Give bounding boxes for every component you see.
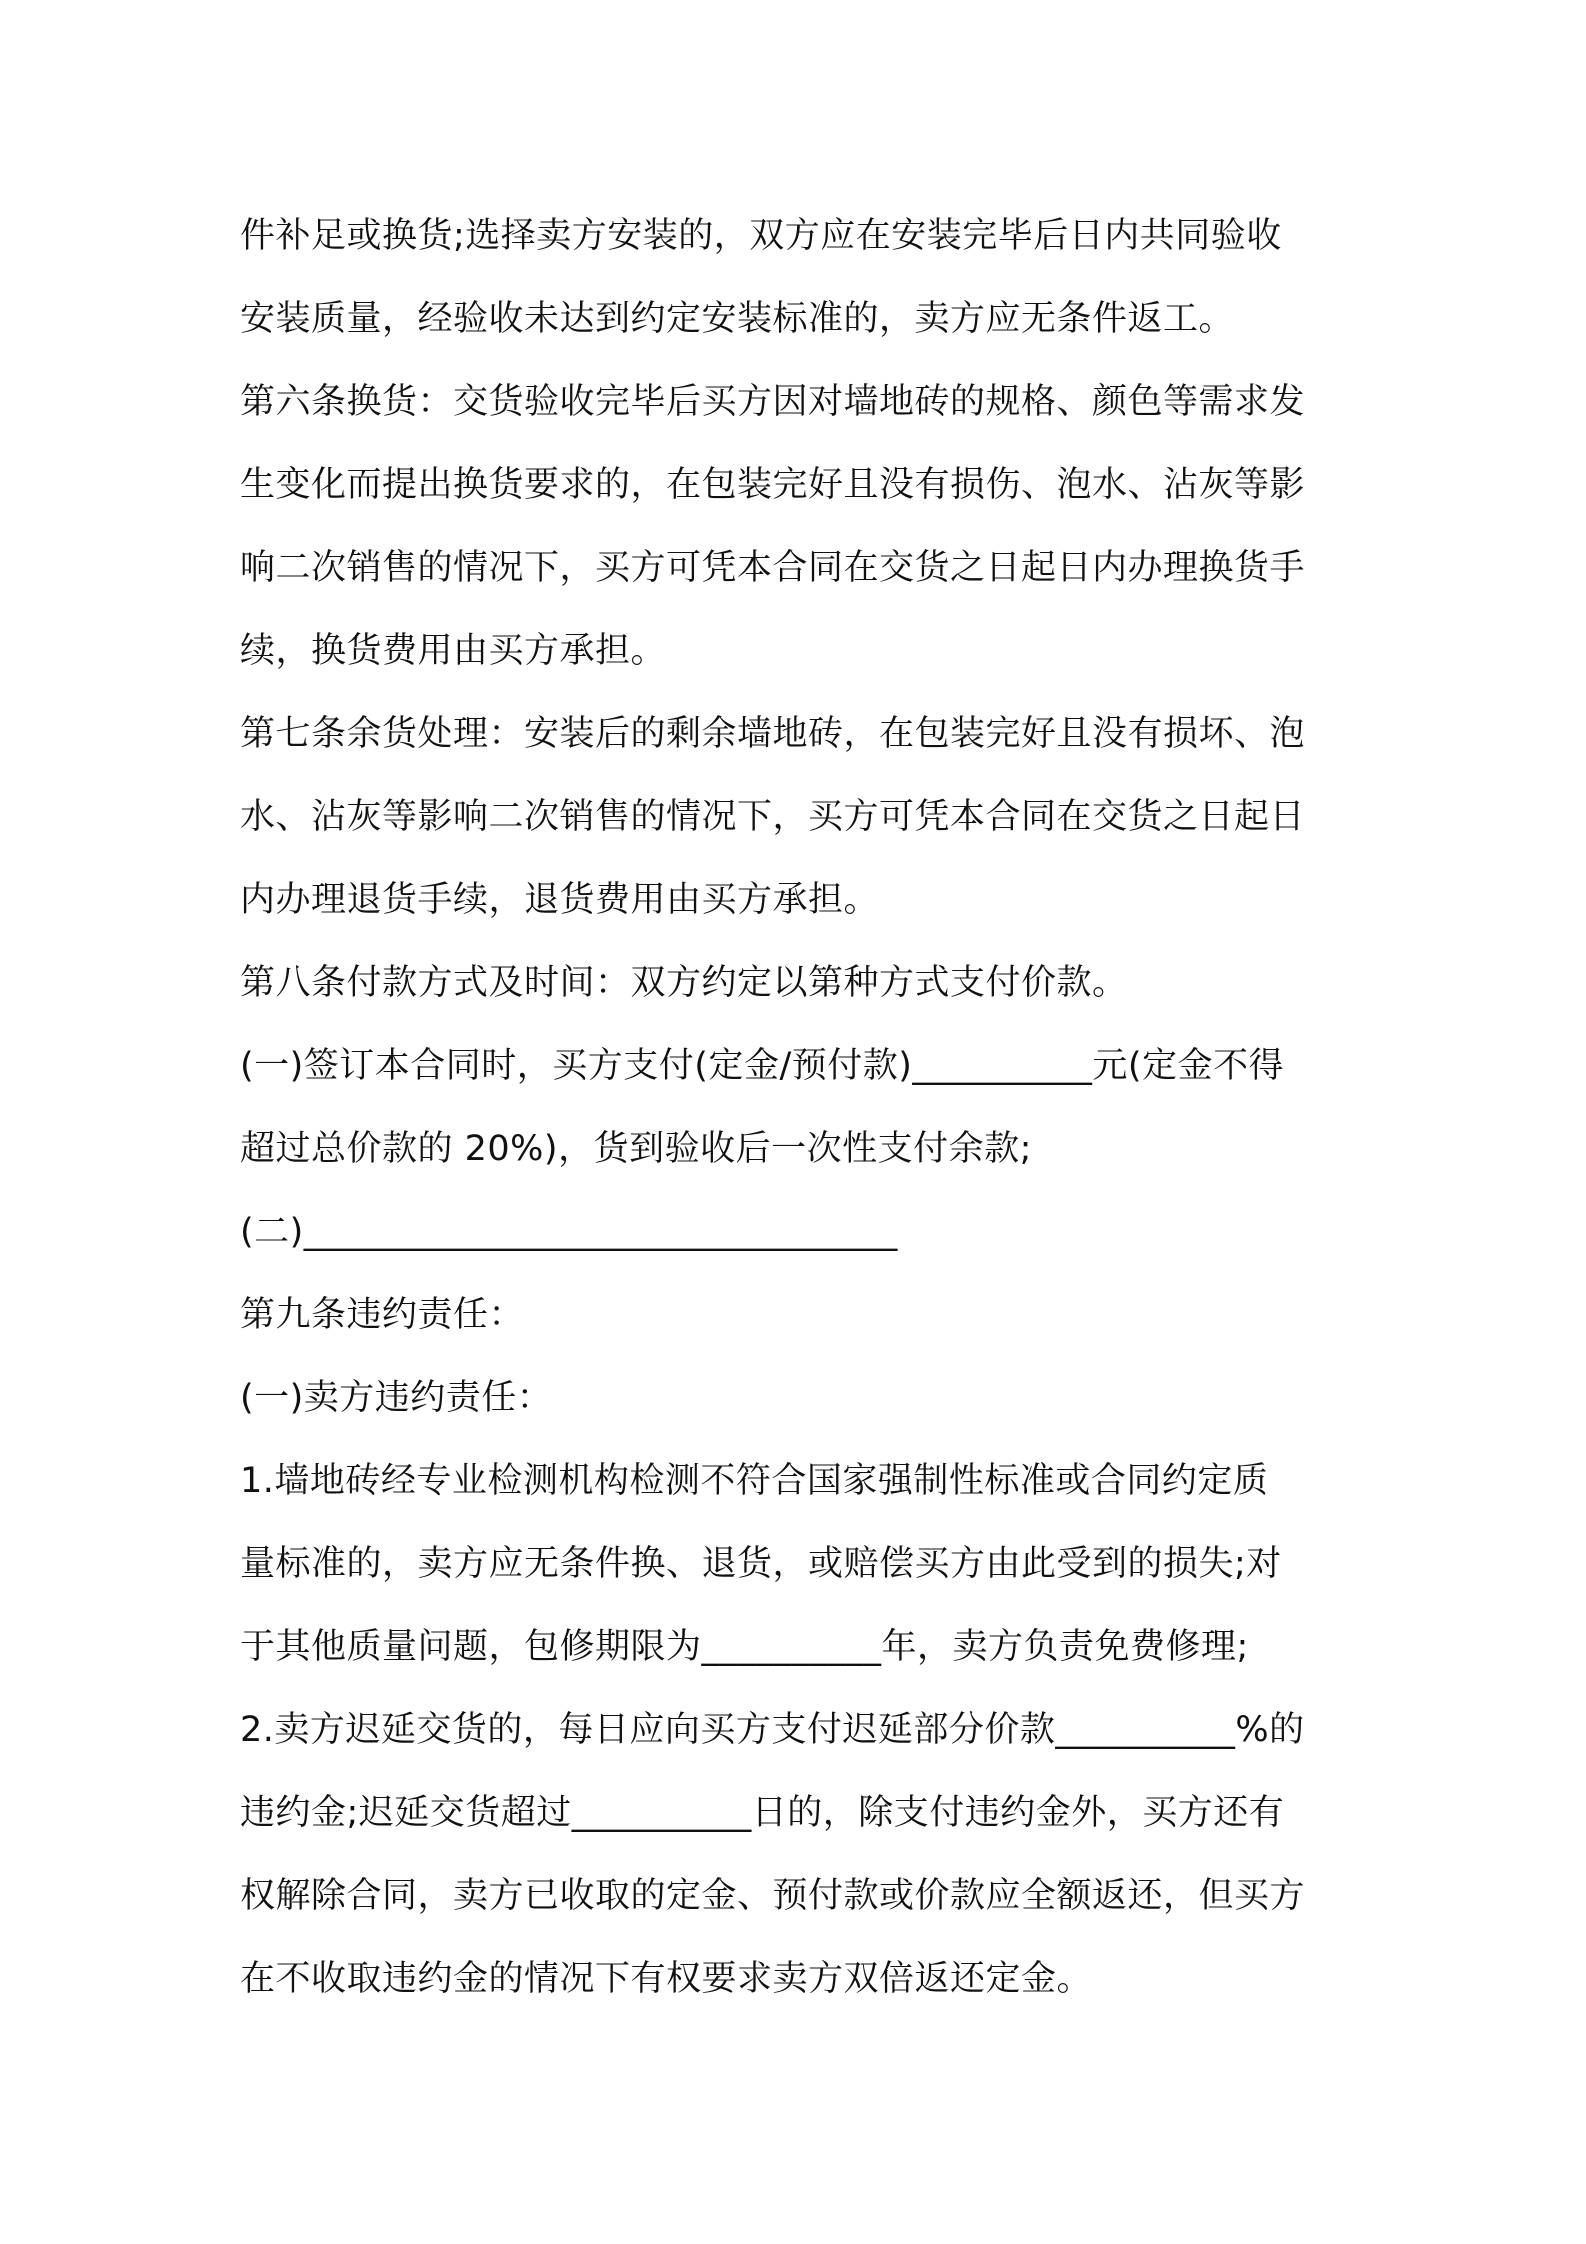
text-line: 权解除合同，卖方已收取的定金、预付款或价款应全额返还，但买方 — [240, 1876, 1306, 1916]
article-7-heading-line: 第七条余货处理：安装后的剩余墙地砖，在包装完好且没有损坏、泡 — [240, 714, 1306, 754]
payment-option-2-line: (二)_________________________________ — [240, 1212, 898, 1252]
text-line: 在不收取违约金的情况下有权要求卖方双倍返还定金。 — [240, 1959, 1093, 1999]
payment-option-1-line: (一)签订本合同时，买方支付(定金/预付款)__________元(定金不得 — [240, 1046, 1285, 1086]
text-line: 响二次销售的情况下，买方可凭本合同在交货之日起日内办理换货手 — [240, 548, 1306, 588]
article-9-heading-line: 第九条违约责任： — [240, 1295, 525, 1335]
contract-body — [240, 195, 1360, 2021]
clause-2-line: 2.卖方迟延交货的，每日应向买方支付迟延部分价款__________%的 — [240, 1710, 1305, 1750]
article-8-heading-line: 第八条付款方式及时间：双方约定以第种方式支付价款。 — [240, 963, 1128, 1003]
text-line: 内办理退货手续，退货费用由买方承担。 — [240, 880, 880, 920]
seller-liability-heading-line: (一)卖方违约责任： — [240, 1378, 553, 1418]
article-6-heading-line: 第六条换货：交货验收完毕后买方因对墙地砖的规格、颜色等需求发 — [240, 382, 1306, 422]
text-line: 续，换货费用由买方承担。 — [240, 631, 667, 671]
text-line: 安装质量，经验收未达到约定安装标准的，卖方应无条件返工。 — [240, 299, 1235, 339]
text-line: 违约金;迟延交货超过__________日的，除支付违约金外，买方还有 — [240, 1793, 1285, 1833]
text-line: 水、沾灰等影响二次销售的情况下，买方可凭本合同在交货之日起日 — [240, 797, 1306, 837]
text-line: 量标准的，卖方应无条件换、退货，或赔偿买方由此受到的损失;对 — [240, 1544, 1282, 1584]
text-line: 生变化而提出换货要求的，在包装完好且没有损伤、泡水、沾灰等影 — [240, 465, 1306, 505]
text-line: 于其他质量问题，包修期限为__________年，卖方负责免费修理; — [240, 1627, 1249, 1667]
text-line: 超过总价款的 20%)，货到验收后一次性支付余款; — [240, 1129, 1032, 1169]
text-line: 件补足或换货;选择卖方安装的，双方应在安装完毕后日内共同验收 — [240, 216, 1282, 256]
clause-1-line: 1.墙地砖经专业检测机构检测不符合国家强制性标准或合同约定质 — [240, 1461, 1269, 1501]
